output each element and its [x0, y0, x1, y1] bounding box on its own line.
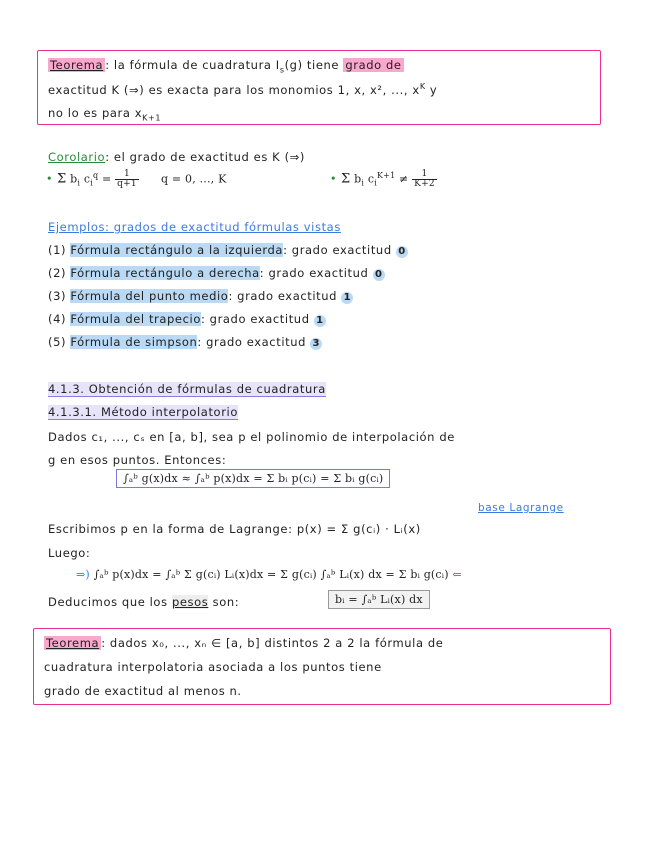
theorem-1-label: Teorema	[50, 58, 104, 72]
pesos-word: pesos	[171, 595, 209, 609]
example-rest: : grado exactitud	[197, 335, 307, 349]
theorem-1-highlight: grado de	[345, 58, 402, 72]
interpolation-formula-box	[116, 469, 390, 488]
theorem-2-line-3: grado de exactitud al menos n.	[44, 684, 242, 698]
corollary-text: : el grado de exactitud es K (⇒)	[105, 150, 305, 164]
theorem-1-line-1	[48, 58, 404, 74]
corollary-line	[48, 150, 305, 164]
corollary-f1-num: 1	[123, 169, 130, 179]
corollary-formula-2: • Σ $b_i$ $c_i^{K+1} \ne \frac{1}{K+2}$	[330, 169, 435, 189]
weights-formula: bᵢ = ∫ₐᵇ Lᵢ(x) dx	[335, 593, 423, 606]
theorem-1-text-a: : la fórmula de cuadratura I	[105, 58, 280, 72]
example-num: (4)	[48, 312, 67, 326]
section-heading-text: 4.1.3. Obtención de fórmulas de cuadratura	[48, 382, 326, 396]
corollary-f1-range: q = 0, ..., K	[160, 172, 227, 186]
theorem-1-sub: s	[279, 65, 285, 75]
example-value: 1	[341, 292, 353, 304]
lagrange-note: base Lagrange	[478, 502, 564, 514]
example-name: Fórmula rectángulo a la izquierda	[70, 243, 284, 257]
theorem-2-text-1: : dados x₀, ..., xₙ ∈ [a, b] distintos 2 a 2 la fórmula de	[101, 636, 444, 650]
theorem-1-sup: K	[419, 82, 426, 91]
luego-formula: ∫ₐᵇ p(x)dx = ∫ₐᵇ Σ g(cᵢ) Lᵢ(x)dx = Σ g(cᵢ) ∫ₐᵇ Lᵢ(x) dx = Σ bᵢ g(cᵢ)	[93, 568, 449, 581]
theorem-1-text-b: (g) tiene	[284, 58, 340, 72]
example-item-2	[48, 266, 385, 281]
example-name: Fórmula del trapecio	[70, 312, 201, 326]
example-num: (3)	[48, 289, 67, 303]
theorem-1-text-2: exactitud K (⇒) es exacta para los monomios 1, x, x², ..., x	[48, 82, 420, 97]
theorem-2-label: Teorema	[46, 636, 100, 650]
theorem-1-line-3	[48, 106, 161, 122]
examples-title: Ejemplos: grados de exactitud fórmulas vistas	[48, 220, 341, 234]
example-item-5	[48, 335, 322, 350]
theorem-1-text-2-end: y	[425, 82, 438, 97]
theorem-1-text-3: no lo es para x	[48, 106, 143, 120]
corollary-f2-den: K+2	[414, 179, 435, 189]
example-num: (1)	[48, 243, 67, 257]
example-item-4	[48, 312, 326, 327]
section-paragraph-2: g en esos puntos. Entonces:	[48, 453, 227, 467]
p4-text-b: son:	[212, 595, 240, 609]
example-name: Fórmula de simpson	[70, 335, 198, 349]
example-name: Fórmula rectángulo a derecha	[70, 266, 260, 280]
section-heading	[48, 382, 326, 396]
interpolation-formula: ∫ₐᵇ g(x)dx ≈ ∫ₐᵇ p(x)dx = Σ bᵢ p(cᵢ) = Σ bᵢ g(cᵢ)	[123, 472, 384, 485]
example-value: 3	[310, 338, 322, 350]
example-rest: : grado exactitud	[283, 243, 392, 257]
theorem-1-sub-3: K+1	[142, 113, 162, 123]
section-subheading-text: 4.1.3.1. Método interpolatorio	[48, 405, 238, 419]
theorem-2-line-1	[44, 636, 443, 650]
back-arrow: ⇐	[452, 568, 462, 581]
corollary-f2-num: 1	[421, 169, 428, 179]
implication-arrow: ⇒)	[76, 568, 90, 581]
luego-label: Luego:	[48, 546, 91, 560]
corollary-f1-den: q+1	[117, 179, 137, 189]
example-item-3	[48, 289, 353, 304]
example-value: 1	[314, 315, 326, 327]
section-paragraph-3: Escribimos p en la forma de Lagrange: p(x) = Σ g(cᵢ) · Lᵢ(x)	[48, 522, 421, 536]
example-num: (2)	[48, 266, 67, 280]
corollary-formula-1: • Σ $b_i$ $c_i^q = \frac{1}{q+1}$ q = 0, ..., K	[46, 169, 227, 189]
section-subheading	[48, 405, 238, 419]
example-value: 0	[373, 269, 385, 281]
example-name: Fórmula del punto medio	[70, 289, 229, 303]
example-rest: : grado exactitud	[228, 289, 338, 303]
example-rest: : grado exactitud	[200, 312, 310, 326]
p4-text-a: Deducimos que los	[48, 595, 168, 609]
example-value: 0	[396, 246, 408, 258]
theorem-1-line-2	[48, 82, 437, 97]
luego-derivation	[76, 568, 462, 581]
example-item-1	[48, 243, 408, 258]
example-rest: : grado exactitud	[259, 266, 369, 280]
section-paragraph-1: Dados c₁, ..., cₛ en [a, b], sea p el polinomio de interpolación de	[48, 430, 455, 444]
section-paragraph-4	[48, 595, 239, 609]
corollary-label: Corolario	[48, 150, 106, 164]
weights-box	[328, 590, 430, 609]
example-num: (5)	[48, 335, 67, 349]
theorem-2-line-2: cuadratura interpolatoria asociada a los puntos tiene	[44, 660, 382, 674]
